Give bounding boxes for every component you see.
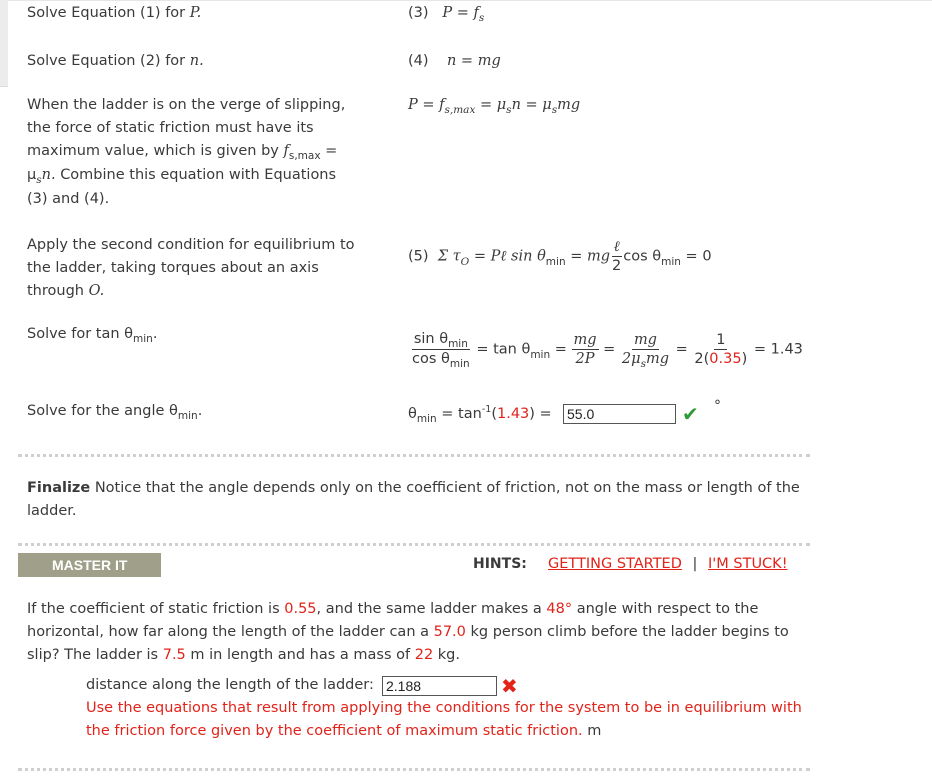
step4-text: Apply the second condition for equilibrium to the ladder, taking torques about an axis through O. (27, 237, 355, 299)
hint-getting-started-link[interactable]: GETTING STARTED (548, 556, 682, 572)
separator-2 (18, 543, 810, 546)
step6-label: Solve for the angle $\theta_{min}$. (27, 403, 203, 422)
equation-3: (3) $P = f_s$ (408, 5, 485, 24)
equation-4: (4) n = mg (408, 53, 501, 69)
step1-label: Solve Equation (1) for P. (27, 5, 202, 21)
equation-5: (5) Σ $\tau_O$ = Pℓ $\sin \theta_{min}$ = mg $\frac{\text{ℓ}}{2}$ $\cos \theta_{min} = 0$ (408, 239, 712, 274)
finalize-text: Finalize Notice that the angle depends only on the coefficient of friction, not on the mass or length of the ladder. (27, 480, 800, 519)
equation-friction: $P = f_{s,max} = \mu_sn = \mu_smg$ (408, 97, 581, 116)
hint-im-stuck-link[interactable]: I'M STUCK! (708, 556, 788, 572)
left-gutter (0, 0, 8, 87)
step3-text: When the ladder is on the verge of slipping, the force of static friction must have its maximum value, which is given by $f_{s,max} = \mu_sn$. Combine this equation with Equations (3) and (4). (27, 97, 346, 207)
step2-label: Solve Equation (2) for n. (27, 53, 204, 69)
separator-1 (18, 454, 810, 457)
step5-label: Solve for $\tan \theta_{min}$. (27, 326, 158, 345)
hints-links: GETTING STARTED | I'M STUCK! (548, 556, 788, 572)
correct-check-icon: ✔ (682, 402, 699, 426)
angle-answer-input[interactable]: 55.0 (563, 404, 676, 424)
incorrect-x-icon: ✖ (501, 674, 518, 698)
degree-unit: ° (714, 398, 721, 414)
distance-field-label: distance along the length of the ladder: (86, 677, 374, 693)
hints-label: HINTS: (473, 556, 527, 572)
separator-3 (18, 768, 810, 771)
distance-answer-input[interactable]: 2.188 (382, 676, 497, 696)
equation-angle: $\theta_{min} = \tan^{-1}(1.43)$ = (408, 404, 552, 425)
top-border (0, 0, 932, 1)
equation-tan: $\frac{\sin \theta_{min}}{\cos \theta_{min}}$ = $\tan \theta_{min}$ = $\frac{mg}{2P}$ = $\frac{mg}{2\mu_smg}$ = $\frac{1}{2(0.35)}$ = 1.43 (412, 331, 803, 370)
feedback-text: Use the equations that result from applying the conditions for the system to be in equilibrium with the friction force given by the coefficient of maximum static friction. m (86, 700, 802, 739)
master-it-header: MASTER IT (18, 553, 161, 577)
master-question: If the coefficient of static friction is 0.55, and the same ladder makes a 48° angle with respect to the horizontal, how far along the length of the ladder can a 57.0 kg person climb before the ladder begins to slip? The ladder is 7.5 m in length and has a mass of 22 kg. (27, 601, 789, 663)
